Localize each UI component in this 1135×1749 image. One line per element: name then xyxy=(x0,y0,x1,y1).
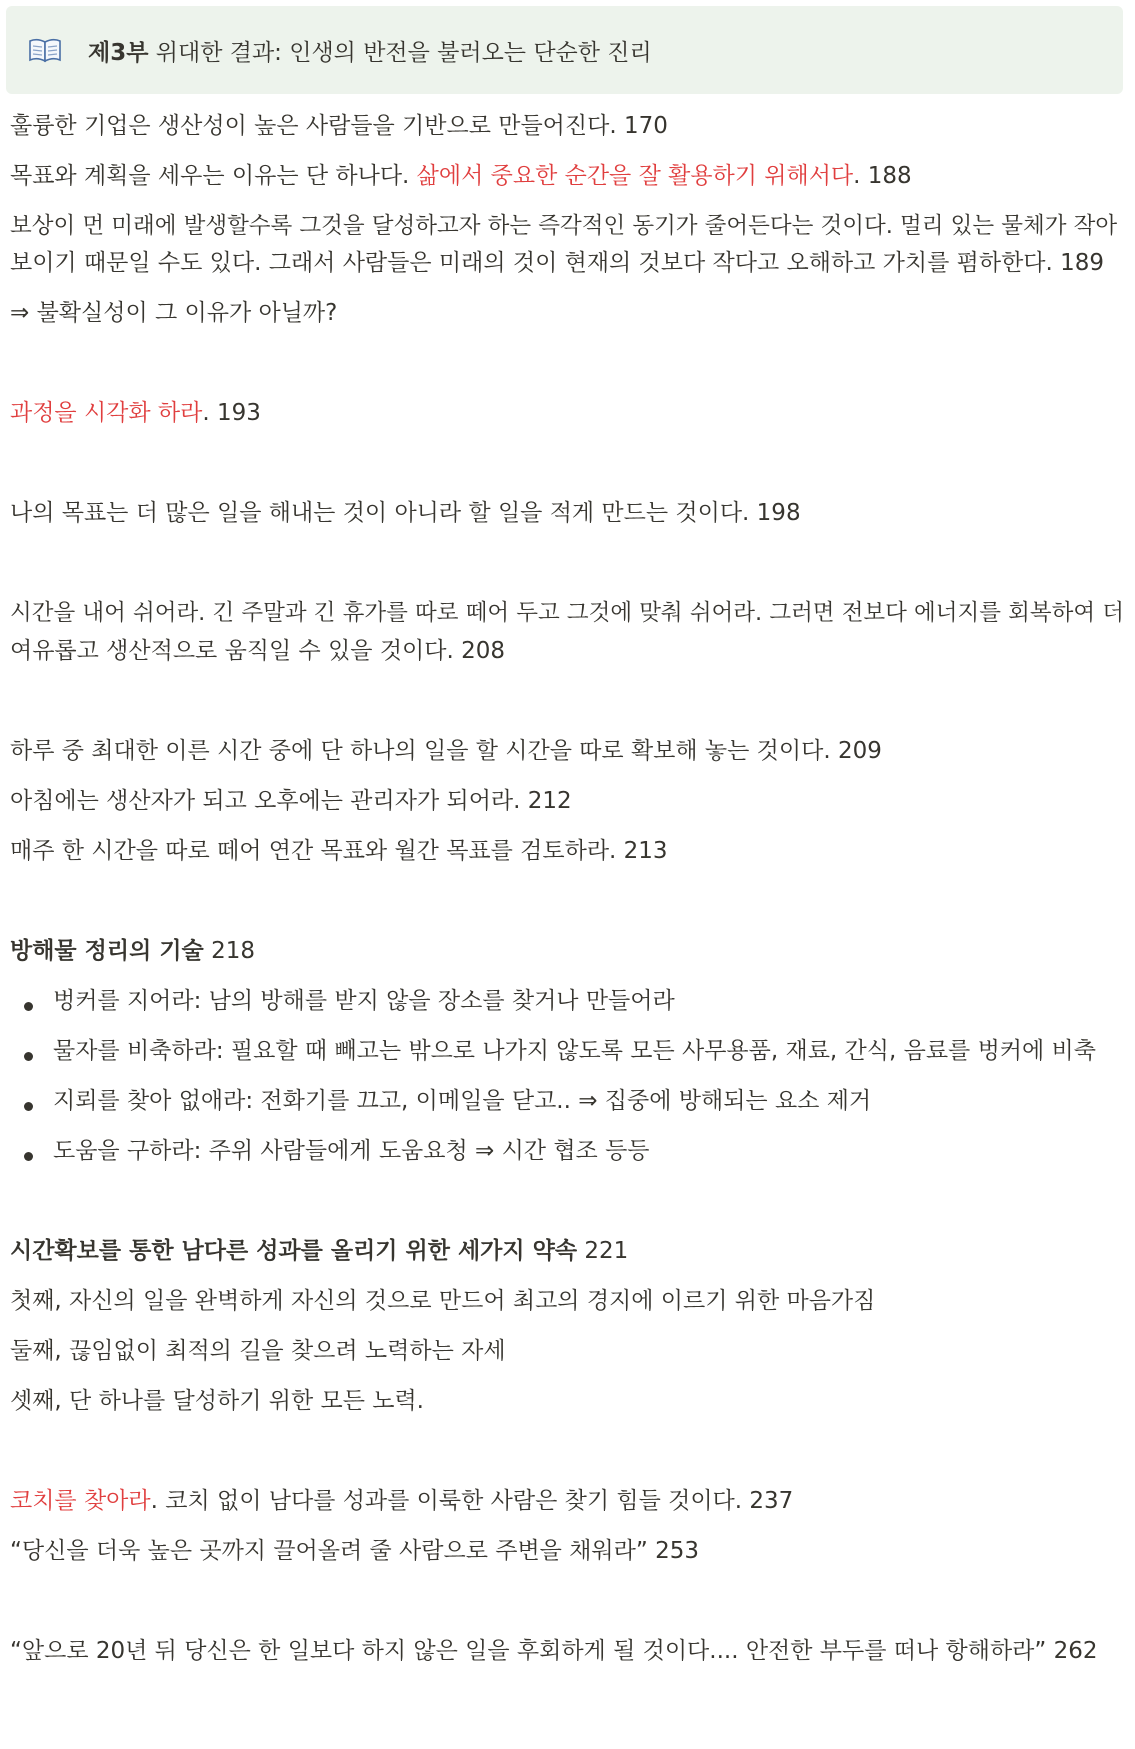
promise-line-2[interactable]: 둘째, 끊임없이 최적의 길을 찾으려 노력하는 자세 xyxy=(10,1338,506,1364)
section-heading-bold: 시간확보를 통한 남다른 성과를 올리기 위한 세가지 약속 xyxy=(10,1238,578,1264)
bullet-item-3[interactable]: 지뢰를 찾아 없애라: 전화기를 끄고, 이메일을 닫고.. ⇒ 집중에 방해되는 요소 제거 xyxy=(53,1088,872,1114)
bullet-item-1[interactable]: 벙커를 지어라: 남의 방해를 받지 않을 장소를 찾거나 만들어라 xyxy=(53,988,675,1014)
text-line-6[interactable]: 나의 목표는 더 많은 일을 해내는 것이 아니라 할 일을 적게 만드는 것이다. 198 xyxy=(10,500,801,526)
highlight-red-text: 과정을 시각화 하라 xyxy=(10,400,203,426)
text-line-2-plain: 목표와 계획을 세우는 이유는 단 하나다. xyxy=(10,163,417,189)
text-line-7a[interactable]: 시간을 내어 쉬어라. 긴 주말과 긴 휴가를 따로 떼어 두고 그것에 맞춰 쉬어라. 그러면 전보다 에너지를 회복하여 더 xyxy=(10,600,1124,626)
text-line-5[interactable] xyxy=(10,396,261,430)
section-heading-bold: 방해물 정리의 기술 xyxy=(10,938,204,964)
callout-title-bold: 제3부 xyxy=(88,39,149,66)
text-line-2[interactable] xyxy=(10,159,912,193)
text-line-8[interactable]: 하루 중 최대한 이른 시간 중에 단 하나의 일을 할 시간을 따로 확보해 놓는 것이다. 209 xyxy=(10,738,882,764)
text-line-3b[interactable]: 보이기 때문일 수도 있다. 그래서 사람들은 미래의 것이 현재의 것보다 작다고 오해하고 가치를 폄하한다. 189 xyxy=(10,250,1105,276)
text-line-coach[interactable] xyxy=(10,1484,793,1518)
callout-title-rest: 위대한 결과: 인생의 반전을 불러오는 단순한 진리 xyxy=(148,39,652,66)
text-line-1[interactable]: 훌륭한 기업은 생산성이 높은 사람들을 기반으로 만들어진다. 170 xyxy=(10,113,668,139)
text-line-9[interactable]: 아침에는 생산자가 되고 오후에는 관리자가 되어라. 212 xyxy=(10,788,572,814)
highlight-red-text: 코치를 찾아라 xyxy=(10,1488,151,1514)
open-book-icon[interactable] xyxy=(28,37,62,63)
promise-line-3[interactable]: 셋째, 단 하나를 달성하기 위한 모든 노력. xyxy=(10,1388,424,1414)
text-line-coach-tail: . 코치 없이 남다를 성과를 이룩한 사람은 찾기 힘들 것이다. 237 xyxy=(150,1488,794,1514)
bullet-item-4[interactable]: 도움을 구하라: 주위 사람들에게 도움요청 ⇒ 시간 협조 등등 xyxy=(53,1138,650,1164)
section-heading-promises[interactable] xyxy=(10,1234,628,1268)
quote-line-1[interactable]: “당신을 더욱 높은 곳까지 끌어올려 줄 사람으로 주변을 채워라” 253 xyxy=(10,1538,699,1564)
bullet-item-2[interactable]: 물자를 비축하라: 필요할 때 빼고는 밖으로 나가지 않도록 모든 사무용품, 재료, 간식, 음료를 벙커에 비축 xyxy=(53,1038,1096,1064)
quote-line-2[interactable]: “앞으로 20년 뒤 당신은 한 일보다 하지 않은 일을 후회하게 될 것이다.... 안전한 부두를 떠나 항해하라” 262 xyxy=(10,1638,1098,1664)
text-line-2-tail: . 188 xyxy=(853,163,912,189)
text-line-5-tail: . 193 xyxy=(202,400,261,426)
bullet-dot xyxy=(24,1052,33,1061)
highlight-red-text: 삶에서 중요한 순간을 잘 활용하기 위해서다 xyxy=(416,163,854,189)
section-heading-distractions[interactable] xyxy=(10,934,255,968)
bullet-dot xyxy=(24,1002,33,1011)
text-line-10[interactable]: 매주 한 시간을 따로 떼어 연간 목표와 월간 목표를 검토하라. 213 xyxy=(10,838,668,864)
section-heading-page: 218 xyxy=(203,938,255,964)
text-line-4[interactable]: ⇒ 불확실성이 그 이유가 아닐까? xyxy=(10,300,338,326)
promise-line-1[interactable]: 첫째, 자신의 일을 완벽하게 자신의 것으로 만드어 최고의 경지에 이르기 위한 마음가짐 xyxy=(10,1288,876,1314)
text-line-3a[interactable]: 보상이 먼 미래에 발생할수록 그것을 달성하고자 하는 즉각적인 동기가 줄어든다는 것이다. 멀리 있는 물체가 작아 xyxy=(10,213,1118,239)
callout-title xyxy=(88,34,652,67)
callout-block[interactable] xyxy=(6,6,1123,94)
section-heading-page: 221 xyxy=(577,1238,629,1264)
bullet-dot xyxy=(24,1152,33,1161)
text-line-7b[interactable]: 여유롭고 생산적으로 움직일 수 있을 것이다. 208 xyxy=(10,638,506,664)
bullet-dot xyxy=(24,1102,33,1111)
